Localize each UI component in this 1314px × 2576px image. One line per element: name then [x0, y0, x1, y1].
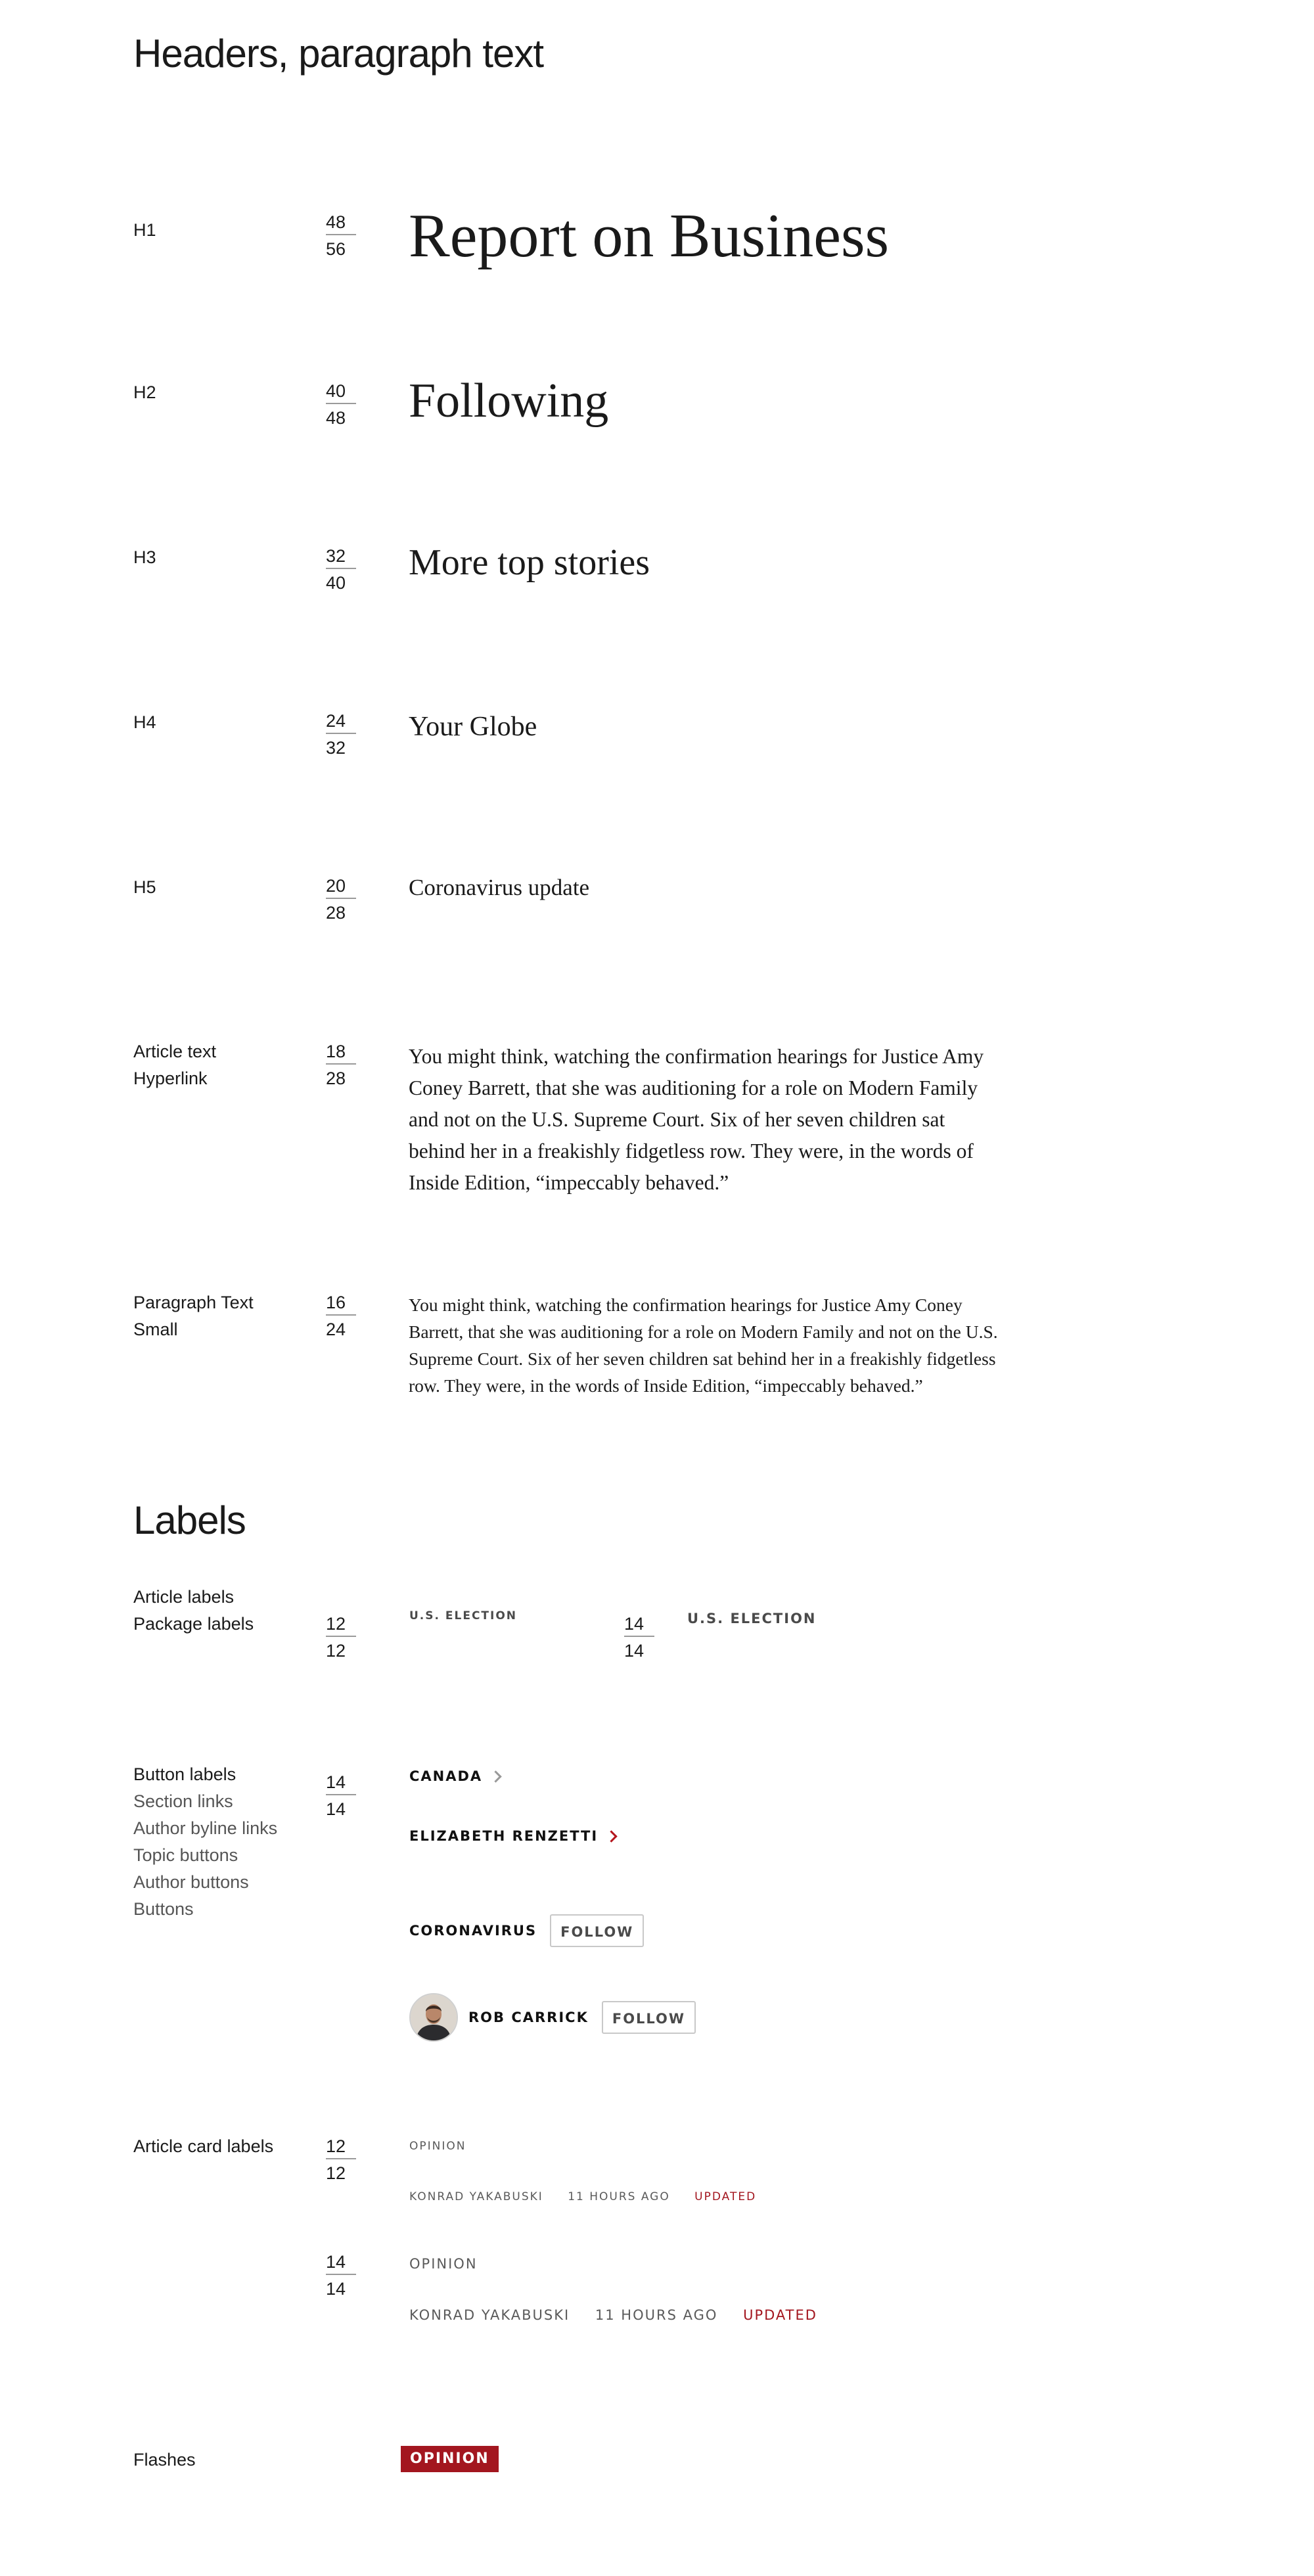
- paragraph-small-line-height: 24: [326, 1320, 346, 1339]
- author-byline-links-label: Author byline links: [133, 1818, 278, 1838]
- h3-label: H3: [133, 547, 156, 567]
- h5-size-fraction: [326, 877, 356, 922]
- flashes-label: Flashes: [133, 2450, 196, 2470]
- card-label-small-size-fraction: [326, 2138, 356, 2182]
- author-buttons-label: Author buttons: [133, 1872, 249, 1892]
- h2-sample: Following: [409, 374, 609, 428]
- h2-label: H2: [133, 382, 156, 402]
- card-small-kicker: OPINION: [409, 2140, 466, 2153]
- h1-label: H1: [133, 220, 156, 240]
- h1-size-fraction: [326, 214, 356, 258]
- button-line-height: 14: [326, 1799, 346, 1819]
- paragraph-small-sample: You might think, watching the confirmation hearings for Justice Amy Coney Barrett, that she was auditioning for a role on Modern Family and not on the U.S. Supreme Court. Six of her seven children sat behind her in a freakishly fidgetless row. They were, in the words of Inside Edition, “impeccably behaved.”: [409, 1295, 998, 1396]
- h3-size-fraction: [326, 547, 356, 592]
- avatar[interactable]: [409, 1993, 458, 2042]
- hyperlink-label: Hyperlink: [133, 1069, 208, 1088]
- card-large-author[interactable]: KONRAD YAKABUSKI: [409, 2307, 570, 2323]
- h5-font-size: 20: [326, 877, 356, 899]
- section-links-label: Section links: [133, 1791, 233, 1811]
- h5-sample: Coronavirus update: [409, 875, 590, 900]
- button-labels-label: Button labels: [133, 1764, 237, 1784]
- h5-line-height: 28: [326, 903, 346, 923]
- author-byline-label: ELIZABETH RENZETTI: [409, 1828, 599, 1844]
- h1-line-height: 56: [326, 239, 346, 259]
- article-size-fraction: [326, 1043, 356, 1088]
- article-labels-label: Article labels: [133, 1587, 235, 1607]
- chevron-right-icon: [606, 1830, 618, 1842]
- card-label-small-font-size: 12: [326, 2138, 356, 2159]
- h3-font-size: 32: [326, 547, 356, 569]
- paragraph-text-label: Paragraph Text: [133, 1293, 254, 1312]
- chevron-right-icon: [489, 1770, 501, 1782]
- h3-line-height: 40: [326, 573, 346, 593]
- h2-line-height: 48: [326, 408, 346, 428]
- article-label-small-font-size: 12: [326, 1615, 356, 1637]
- topic-label: CORONAVIRUS: [409, 1923, 537, 1939]
- labels-section-title: Labels: [133, 1498, 246, 1542]
- article-text-label: Article text: [133, 1042, 217, 1061]
- button-size-fraction: [326, 1774, 356, 1818]
- author-label: ROB CARRICK: [468, 2010, 589, 2025]
- h4-font-size: 24: [326, 712, 356, 734]
- h2-size-fraction: [326, 382, 356, 427]
- buttons-label: Buttons: [133, 1899, 194, 1919]
- card-small-meta-row: [409, 2190, 776, 2203]
- article-card-labels-label: Article card labels: [133, 2136, 274, 2156]
- h4-label: H4: [133, 712, 156, 732]
- article-label-large-size-fraction: [624, 1615, 654, 1660]
- author-avatar-icon: [411, 1994, 457, 2040]
- card-label-large-line-height: 14: [326, 2279, 346, 2299]
- h1-font-size: 48: [326, 214, 356, 235]
- headers-section-title: Headers, paragraph text: [133, 32, 544, 76]
- article-font-size: 18: [326, 1043, 356, 1065]
- author-follow-row: [409, 1993, 696, 2042]
- topic-follow-button[interactable]: FOLLOW: [550, 1914, 644, 1947]
- card-label-large-size-fraction: [326, 2253, 356, 2298]
- card-large-updated-badge: UPDATED: [743, 2307, 817, 2323]
- card-small-updated-badge: UPDATED: [694, 2190, 757, 2203]
- button-labels-list: [133, 1761, 277, 1923]
- article-label-small-line-height: 12: [326, 1641, 346, 1661]
- small-label: Small: [133, 1320, 178, 1339]
- article-line-height: 28: [326, 1069, 346, 1088]
- h2-font-size: 40: [326, 382, 356, 404]
- h4-size-fraction: [326, 712, 356, 757]
- h4-line-height: 32: [326, 738, 346, 758]
- h1-sample: Report on Business: [409, 202, 890, 270]
- card-large-meta-row: [409, 2307, 837, 2323]
- h3-sample: More top stories: [409, 542, 650, 583]
- card-small-time: 11 HOURS AGO: [568, 2190, 670, 2203]
- card-label-small-line-height: 12: [326, 2163, 346, 2183]
- section-link-label: CANADA: [409, 1768, 483, 1784]
- paragraph-small-labels: [133, 1289, 254, 1343]
- card-small-author[interactable]: KONRAD YAKABUSKI: [409, 2190, 543, 2203]
- article-label-small-sample: U.S. ELECTION: [409, 1609, 518, 1622]
- article-labels-labels: [133, 1584, 254, 1638]
- section-link-canada[interactable]: [409, 1768, 500, 1784]
- topic-follow-row: [409, 1914, 644, 1947]
- topic-buttons-label: Topic buttons: [133, 1845, 238, 1865]
- card-large-kicker: OPINION: [409, 2256, 478, 2272]
- button-font-size: 14: [326, 1774, 356, 1795]
- article-text-labels: [133, 1038, 216, 1092]
- author-follow-button[interactable]: FOLLOW: [602, 2001, 696, 2034]
- h5-label: H5: [133, 877, 156, 897]
- h4-sample: Your Globe: [409, 712, 537, 742]
- card-label-large-font-size: 14: [326, 2253, 356, 2275]
- article-label-large-font-size: 14: [624, 1615, 654, 1637]
- paragraph-small-font-size: 16: [326, 1294, 356, 1316]
- card-large-time: 11 HOURS AGO: [595, 2307, 718, 2323]
- author-byline-link[interactable]: [409, 1828, 616, 1844]
- package-labels-label: Package labels: [133, 1614, 254, 1634]
- article-label-large-sample: U.S. ELECTION: [687, 1611, 817, 1626]
- paragraph-small-size-fraction: [326, 1294, 356, 1339]
- article-label-small-size-fraction: [326, 1615, 356, 1660]
- opinion-flash-badge: OPINION: [401, 2446, 499, 2472]
- article-label-large-line-height: 14: [624, 1641, 645, 1661]
- article-text-sample: You might think, watching the confirmation hearings for Justice Amy Coney Barrett, that she was auditioning for a role on Modern Family and not on the U.S. Supreme Court. Six of her seven children sat behind her in a freakishly fidgetless row. They were, in the words of Inside Edition, “impeccably behaved.”: [409, 1045, 984, 1194]
